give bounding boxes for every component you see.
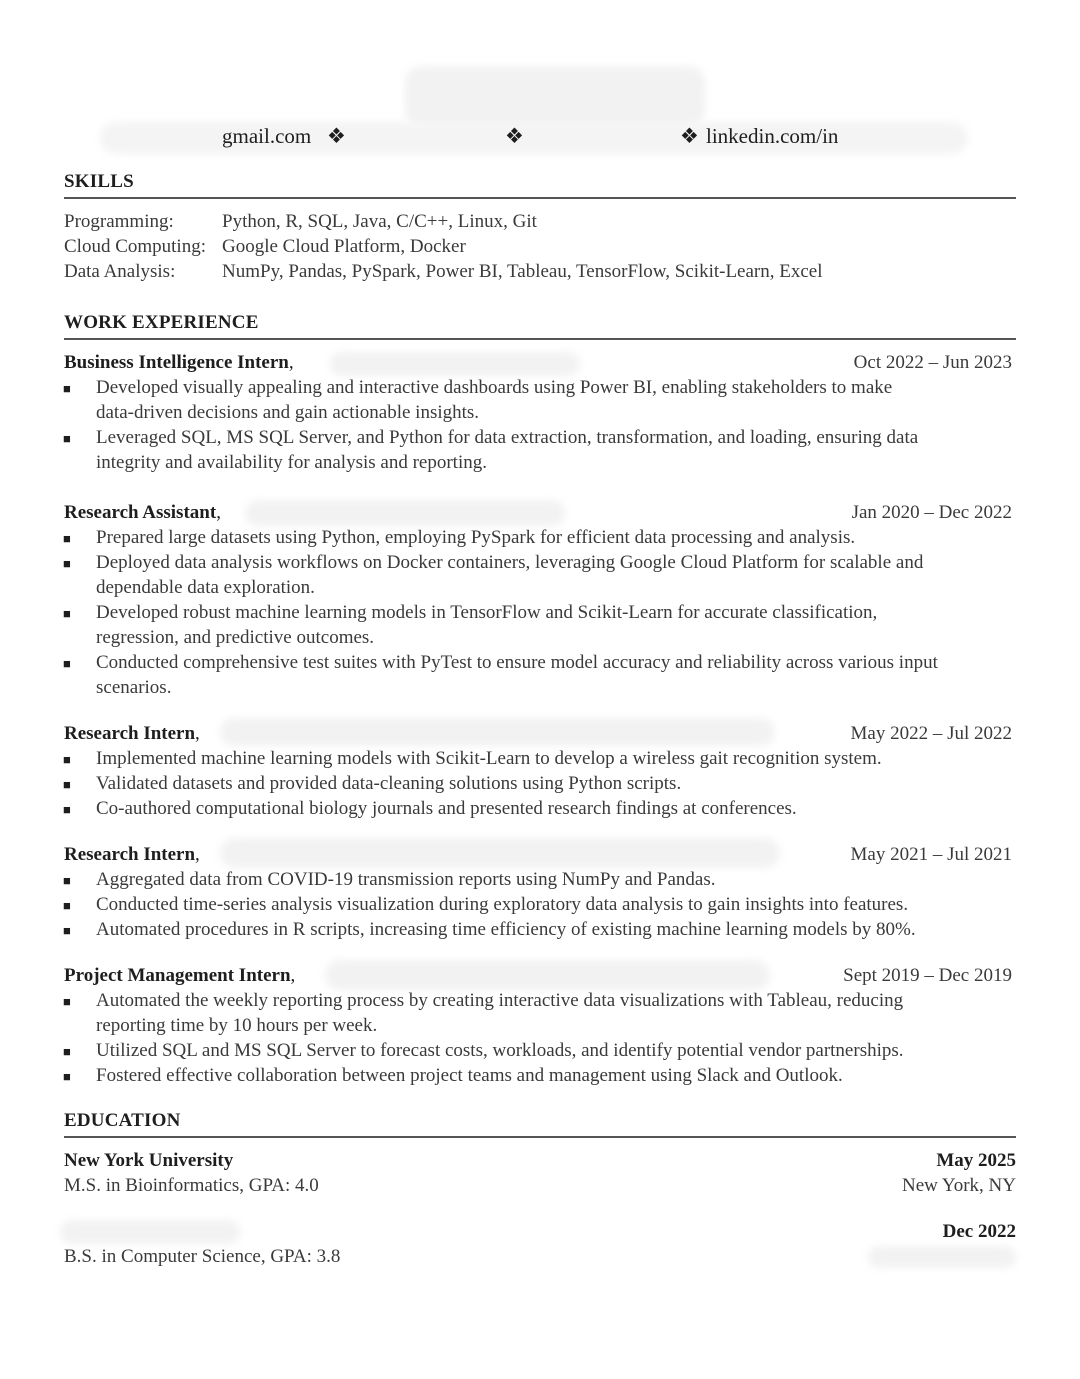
bullet-text: Conducted time-series analysis visualization during exploratory data analysis to gain insights into features. [96, 894, 909, 915]
bullet-text: Prepared large datasets using Python, employing PySpark for efficient data processing and analysis. [96, 527, 856, 548]
bullet-text: Leveraged SQL, MS SQL Server, and Python for data extraction, transformation, and loading, ensuring data [96, 427, 919, 448]
bullet-text: Aggregated data from COVID-19 transmission reports using NumPy and Pandas. [96, 869, 716, 890]
bullet-text: Validated datasets and provided data-cleaning solutions using Python scripts. [96, 773, 682, 794]
bullet-text: Automated procedures in R scripts, increasing time efficiency of existing machine learning models by 80%. [96, 919, 916, 940]
bullet-text: scenarios. [96, 677, 172, 698]
bullet-text: Utilized SQL and MS SQL Server to forecast costs, workloads, and identify potential vendor partnerships. [96, 1040, 904, 1061]
redaction-employer [325, 960, 770, 990]
job-dates: May 2022 – Jul 2022 [850, 723, 1012, 744]
job-dates: Jan 2020 – Dec 2022 [851, 502, 1012, 523]
redaction-employer [220, 838, 780, 868]
job-dates: May 2021 – Jul 2021 [850, 844, 1012, 865]
bullet-icon: ■ [63, 898, 71, 913]
bullet-icon: ■ [63, 802, 71, 817]
bullet-icon: ■ [63, 1044, 71, 1059]
skill-value: Python, R, SQL, Java, C/C++, Linux, Git [222, 211, 537, 232]
job-title: Project Management Intern, [64, 965, 296, 986]
job-title: Business Intelligence Intern, [64, 352, 294, 373]
edu-date: Dec 2022 [942, 1221, 1016, 1242]
bullet-text: Automated the weekly reporting process by creating interactive data visualizations with Tableau, reducing [96, 990, 904, 1011]
edu-school: New York University [64, 1150, 234, 1171]
redaction-employer [330, 352, 580, 376]
bullet-icon: ■ [63, 606, 71, 621]
redaction-employer [245, 500, 565, 526]
edu-degree: M.S. in Bioinformatics, GPA: 4.0 [64, 1175, 319, 1196]
contact-email[interactable]: gmail.com [222, 124, 312, 148]
bullet-text: Implemented machine learning models with Scikit-Learn to develop a wireless gait recognition system. [96, 748, 882, 769]
bullet-icon: ■ [63, 381, 71, 396]
bullet-icon: ■ [63, 431, 71, 446]
bullet-text: regression, and predictive outcomes. [96, 627, 375, 648]
bullet-icon: ■ [63, 777, 71, 792]
bullet-text: dependable data exploration. [96, 577, 315, 598]
edu-date: May 2025 [936, 1150, 1016, 1171]
job-title: Research Assistant, [64, 502, 221, 523]
bullet-text: integrity and availability for analysis and reporting. [96, 452, 487, 473]
bullet-text: reporting time by 10 hours per week. [96, 1015, 378, 1036]
job-title: Research Intern, [64, 723, 200, 744]
edu-location: New York, NY [901, 1175, 1016, 1196]
section-divider [64, 338, 1016, 340]
redaction-name [405, 66, 705, 126]
bullet-icon: ■ [63, 923, 71, 938]
bullet-icon: ■ [63, 1069, 71, 1084]
bullet-text: Fostered effective collaboration between project teams and management using Slack and Outlook. [96, 1065, 843, 1086]
redaction-employer [220, 718, 775, 746]
separator-icon: ❖ [505, 124, 524, 148]
bullet-icon: ■ [63, 873, 71, 888]
skill-value: NumPy, Pandas, PySpark, Power BI, Tableau, TensorFlow, Scikit-Learn, Excel [222, 261, 823, 282]
bullet-text: Conducted comprehensive test suites with PyTest to ensure model accuracy and reliability across various input [96, 652, 938, 673]
section-title-skills: SKILLS [64, 171, 134, 192]
redaction-school [60, 1220, 240, 1244]
bullet-text: Deployed data analysis workflows on Docker containers, leveraging Google Cloud Platform for scalable and [96, 552, 924, 573]
bullet-text: Co-authored computational biology journals and presented research findings at conferences. [96, 798, 797, 819]
separator-icon: ❖ [680, 124, 699, 148]
skill-label: Cloud Computing: [64, 236, 206, 257]
bullet-icon: ■ [63, 752, 71, 767]
bullet-text: Developed visually appealing and interactive dashboards using Power BI, enabling stakeholders to make [96, 377, 893, 398]
skill-label: Programming: [64, 211, 174, 232]
section-title-education: EDUCATION [64, 1110, 181, 1131]
section-divider [64, 1136, 1016, 1138]
separator-icon: ❖ [327, 124, 346, 148]
skill-value: Google Cloud Platform, Docker [222, 236, 466, 257]
bullet-icon: ■ [63, 531, 71, 546]
edu-degree: B.S. in Computer Science, GPA: 3.8 [64, 1246, 341, 1267]
bullet-text: data-driven decisions and gain actionable insights. [96, 402, 480, 423]
job-title: Research Intern, [64, 844, 200, 865]
bullet-icon: ■ [63, 656, 71, 671]
contact-linkedin[interactable]: linkedin.com/in [706, 124, 839, 148]
redaction-location [868, 1246, 1016, 1268]
job-dates: Oct 2022 – Jun 2023 [853, 352, 1012, 373]
section-title-work: WORK EXPERIENCE [64, 312, 259, 333]
section-divider [64, 197, 1016, 199]
job-dates: Sept 2019 – Dec 2019 [843, 965, 1012, 986]
bullet-icon: ■ [63, 994, 71, 1009]
bullet-icon: ■ [63, 556, 71, 571]
bullet-text: Developed robust machine learning models in TensorFlow and Scikit-Learn for accurate classification, [96, 602, 878, 623]
skill-label: Data Analysis: [64, 261, 176, 282]
